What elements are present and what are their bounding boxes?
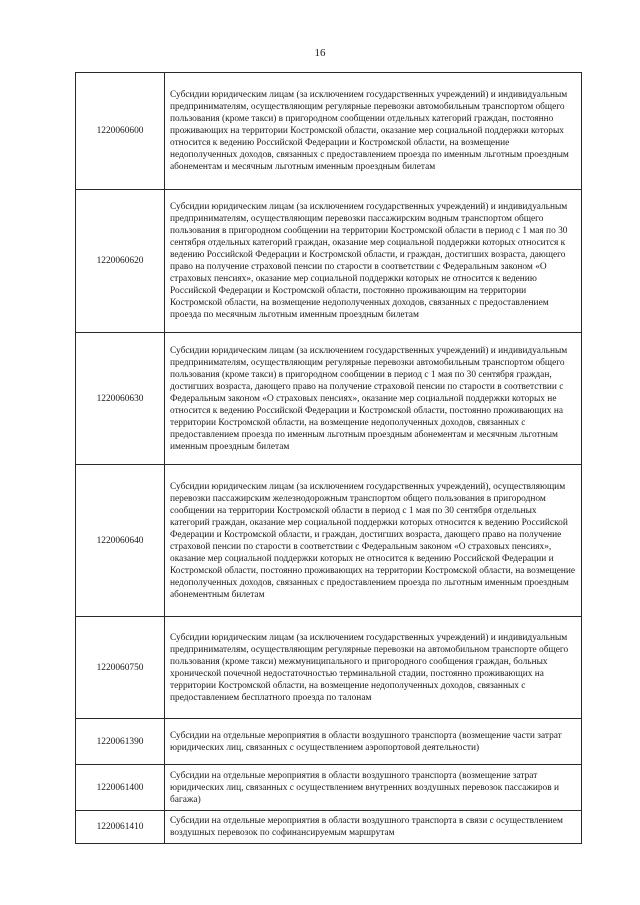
row-code: 1220061410 (76, 811, 165, 844)
table-row (76, 811, 582, 844)
row-code: 1220060750 (76, 617, 165, 719)
table-row (76, 617, 582, 719)
row-description: Субсидии на отдельные мероприятия в области воздушного транспорта (возмещение части затрат юридических лиц, связанных с осуществлением аэропортовой деятельности) (165, 719, 582, 765)
row-description: Субсидии юридическим лицам (за исключением государственных учреждений) и индивидуальным предпринимателям, осуществляющим регулярные перевозки автомобильным транспортом общего пользования (кроме такси) в пригородном сообщении отдельных категорий граждан, постоянно проживающих на территории Костромской области, оказание мер социальной поддержки которых относится к ведению Российской Федерации и Костромской области, на возмещение недополученных доходов, связанных с предоставлением проезда по именным льготным проездным абонементам и месячным льготным именным проездным билетам (165, 73, 582, 190)
budget-classification-table (75, 72, 582, 844)
page-number: 16 (314, 47, 326, 59)
row-code: 1220061400 (76, 765, 165, 811)
row-description: Субсидии на отдельные мероприятия в области воздушного транспорта в связи с осуществлением воздушных перевозок по софинансируемым маршрутам (165, 811, 582, 844)
table-row (76, 765, 582, 811)
table-row (76, 190, 582, 333)
table-row (76, 719, 582, 765)
row-description: Субсидии на отдельные мероприятия в области воздушного транспорта (возмещение затрат юридических лиц, связанных с осуществлением внутренних воздушных перевозок пассажиров и багажа) (165, 765, 582, 811)
table-row (76, 73, 582, 190)
row-description: Субсидии юридическим лицам (за исключением государственных учреждений) и индивидуальным предпринимателям, осуществляющим регулярные перевозки автомобильным транспортом общего пользования (кроме такси) в пригородном сообщении в период с 1 мая по 30 сентября граждан, достигших возраста, дающего право на получение страховой пенсии по старости в соответствии с Федеральным законом «О страховых пенсиях», оказание мер социальной поддержки которых не относится к ведению Российской Федерации и Костромской области, постоянно проживающих на территории Костромской области, на возмещение недополученных доходов, связанных с предоставлением проезда по именным льготным проездным абонементам и месячным льготным именным проездным билетам (165, 333, 582, 465)
row-code: 1220060640 (76, 465, 165, 617)
table-row (76, 333, 582, 465)
table-row (76, 465, 582, 617)
row-code: 1220061390 (76, 719, 165, 765)
row-code: 1220060620 (76, 190, 165, 333)
row-description: Субсидии юридическим лицам (за исключением государственных учреждений), осуществляющим перевозки пассажирским железнодорожным транспортом общего пользования в пригородном сообщении на территории Костромской области в период с 1 мая по 30 сентября отдельных категорий граждан, оказание мер социальной поддержки которых относится к ведению Российской Федерации и Костромской области, и граждан, достигших возраста, дающего право на получение страховой пенсии по старости в соответствии с Федеральным законом «О страховых пенсиях», оказание мер социальной поддержки которых не относится к ведению Российской Федерации и Костромской области, постоянно проживающих на территории Костромской области, на возмещение недополученных доходов, связанных с предоставлением проезда по льготным именным проездным абонементным билетам (165, 465, 582, 617)
row-code: 1220060630 (76, 333, 165, 465)
row-description: Субсидии юридическим лицам (за исключением государственных учреждений) и индивидуальным предпринимателям, осуществляющим перевозки пассажирским водным транспортом общего пользования в пригородном сообщении на территории Костромской области в период с 1 мая по 30 сентября отдельных категорий граждан, оказание мер социальной поддержки которых относится к ведению Российской Федерации и Костромской области, и граждан, достигших возраста, дающего право на получение страховой пенсии по старости в соответствии с Федеральным законом «О страховых пенсиях», оказание мер социальной поддержки которых не относится к ведению Российской Федерации и Костромской области, постоянно проживающим на территории Костромской области, на возмещение недополученных доходов, связанных с предоставлением проезда по месячным льготным именным проездным билетам (165, 190, 582, 333)
row-code: 1220060600 (76, 73, 165, 190)
row-description: Субсидии юридическим лицам (за исключением государственных учреждений) и индивидуальным предпринимателям, осуществляющим регулярные перевозки на автомобильном транспорте общего пользования (кроме такси) межмуниципального и пригородного сообщения граждан, больных хронической почечной недостаточностью терминальной стадии, постоянно проживающих на территории Костромской области, на возмещение недополученных доходов, связанных с предоставлением бесплатного проезда по талонам (165, 617, 582, 719)
